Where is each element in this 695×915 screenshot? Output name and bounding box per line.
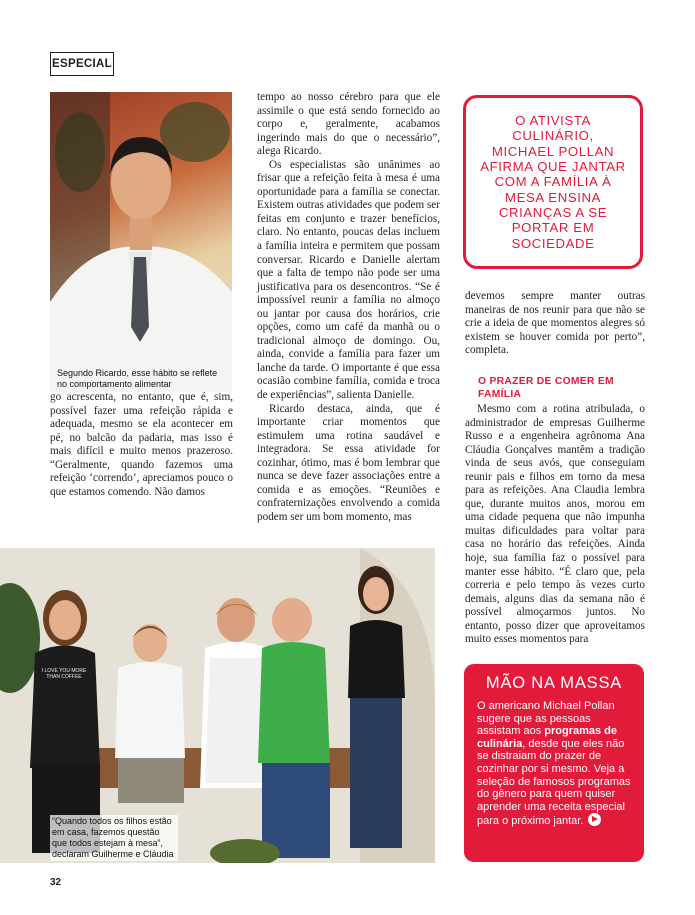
sidebar-text-bold: programas de culinária: [477, 725, 617, 750]
doctor-photo: [50, 92, 232, 392]
pull-quote-box: [463, 95, 643, 269]
column2-paragraph: Ricardo destaca, ainda, que é importante criar momentos que estimulem uma rotina saudável e integradora. Se essa atividade for cozinhar, ótimo, mas é bom lembrar que nunca se deve fazer associações entre a comida e as emoções. “Reuniões e confraternizações envolvendo a comida podem ser um bom momento, mas: [257, 402, 440, 523]
doctor-illustration: [50, 92, 232, 392]
sidebar-text-part: O americano Michael Pollan sugere que as pessoas assistam aos: [477, 700, 615, 738]
arrow-right-circle-icon[interactable]: [588, 813, 601, 826]
pull-quote-text: O ATIVISTA CULINÁRIO, MICHAEL POLLAN AFIRMA QUE JANTAR COM A FAMÍLIA À MESA ENSINA CRIANÇAS A SE PORTAR EM SOCIEDADE: [480, 113, 626, 251]
sidebar-box-text: [477, 700, 637, 828]
article-column-2: [257, 91, 440, 525]
family-photo-caption: “Quando todos os filhos estão em casa, fazemos questão que todos estejam à mesa”, declaram Guilherme e Cláudia: [50, 815, 178, 861]
article-column-3: [465, 403, 645, 647]
sidebar-box-title: MÃO NA MASSA: [485, 674, 623, 692]
shirt-print: I LOVE YOU MORE THAN COFFEE: [41, 668, 87, 680]
section-tag: ESPECIAL: [50, 52, 114, 76]
column3-paragraph: Mesmo com a rotina atribulada, o administrador de empresas Guilherme Russo e a engenheira agrônoma Ana Cláudia Gonçalves mantêm a tradição vinda de seus avós, que conseguiam reunir pais e filhos em torno da mesa para as refeições. Ana Claudia lembra que, durante muitos anos, morou em uma cidade pequena que não impunha muitas dificuldades para voltar para casa no horário das refeições. Ainda hoje, sua família faz o possível para manter esse hábito. “É claro que, pela correria e pelo tempo às vezes curto demais, alguns dias da semana não é possível almoçarmos juntos. No entanto, posso dizer que aproveitamos muito esses momentos para: [465, 403, 645, 646]
article-column-3-intro: [465, 290, 645, 358]
article-column-1: [50, 391, 233, 499]
sidebar-text-part: , desde que eles não se distraiam do prazer de cozinhar por si mesmo. Veja a seleção de famosos programas do gênero para quem quiser aprender uma receita especial para o próximo jantar.: [477, 737, 631, 828]
column2-paragraph: Os especialistas são unânimes ao frisar que a refeição feita à mesa é uma oportunidade para a família se conectar. Existem outras atividades que podem ser feitas em conjunto e trazer benefícios, claro. No entanto, poucas delas incluem a família inteira e permitem que possam conversar. Ricardo e Danielle alertam que a falta de tempo não pode ser uma justificativa para os desencontros. “Se é impossível reunir a família no almoço ou jantar por causa dos horários, crie opções, como um café da manhã ou o tradicional almoço de domingo. Ou, ainda, convide a família para fazer um lanche da tarde. O importante é que essa ocasião combine família, comida e troca de experiências”, salienta Danielle.: [257, 158, 440, 402]
column2-paragraph: tempo ao nosso cérebro para que ele assimile o que está sendo fornecido ao corpo e, geralmente, acabamos ingerindo mais do que o necessário”, alega Ricardo.: [257, 91, 440, 158]
column3-intro: devemos sempre manter outras maneiras de nos reunir para que não se crie a ideia de que momentos alegres só existem se houver comida por perto”, completa.: [465, 290, 645, 357]
doctor-photo-caption: Segundo Ricardo, esse hábito se reflete no comportamento alimentar: [57, 368, 218, 389]
column1-paragraph: go acrescenta, no entanto, que é, sim, possível fazer uma refeição rápida e adequada, mesmo se ela acontecer em pé, no balcão da padaria, mas isso é mais difícil e muito menos prazeroso. “Geralmente, quando fazemos uma refeição ‘correndo’, apreciamos pouco o que estamos comendo. Não damos: [50, 391, 233, 498]
page-number: 32: [50, 877, 62, 888]
subheading: O PRAZER DE COMER EM FAMÍLIA: [478, 376, 614, 400]
